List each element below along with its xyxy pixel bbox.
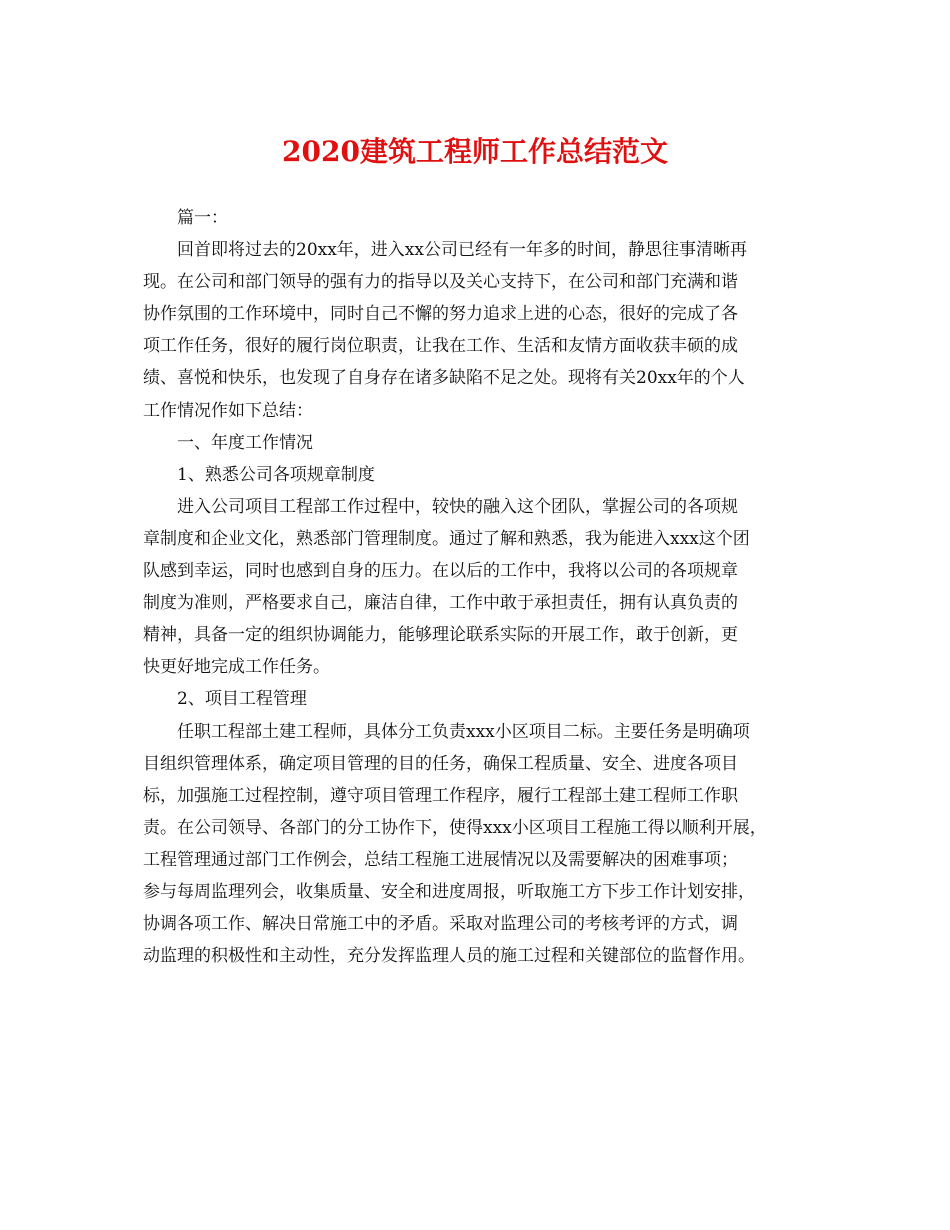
text-line: 动监理的积极性和主动性，充分发挥监理人员的施工过程和关键部位的监督作用。 — [143, 946, 755, 967]
text-line: 协调各项工作、解决日常施工中的矛盾。采取对监理公司的考核考评的方式，调 — [143, 914, 738, 935]
text-line: 协作氛围的工作环境中，同时自己不懈的努力追求上进的心态，很好的完成了各 — [143, 304, 738, 325]
text-line: 目组织管理体系，确定项目管理的目的任务，确保工程质量、安全、进度各项目 — [143, 753, 738, 774]
text-line: 回首即将过去的20xx年，进入xx公司已经有一年多的时间，静思往事清晰再 — [177, 240, 747, 261]
text-line: 现。在公司和部门领导的强有力的指导以及关心支持下，在公司和部门充满和谐 — [143, 272, 738, 293]
text-line: 章制度和企业文化，熟悉部门管理制度。通过了解和熟悉，我为能进入xxx这个团 — [143, 528, 750, 549]
text-line: 精神，具备一定的组织协调能力，能够理论联系实际的开展工作，敢于创新，更 — [143, 625, 738, 646]
text-line: 绩、喜悦和快乐，也发现了自身存在诸多缺陷不足之处。现将有关20xx年的个人 — [143, 368, 745, 389]
text-line: 工程管理通过部门工作例会，总结工程施工进展情况以及需要解决的困难事项； — [143, 849, 738, 870]
text-line: 2、项目工程管理 — [177, 689, 307, 710]
text-line: 项工作任务，很好的履行岗位职责，让我在工作、生活和友情方面收获丰硕的成 — [143, 336, 738, 357]
text-line: 任职工程部土建工程师，具体分工负责xxx小区项目二标。主要任务是明确项 — [177, 721, 750, 742]
text-line: 队感到幸运，同时也感到自身的压力。在以后的工作中，我将以公司的各项规章 — [143, 561, 738, 582]
text-line: 进入公司项目工程部工作过程中，较快的融入这个团队，掌握公司的各项规 — [177, 496, 738, 517]
document-body — [143, 202, 823, 972]
text-line: 一、年度工作情况 — [177, 432, 313, 453]
text-line: 标，加强施工过程控制，遵守项目管理工作程序，履行工程部土建工程师工作职 — [143, 785, 738, 806]
text-line: 参与每周监理列会，收集质量、安全和进度周报，听取施工方下步工作计划安排， — [143, 881, 755, 902]
text-line: 工作情况作如下总结： — [143, 400, 313, 421]
text-line: 责。在公司领导、各部门的分工协作下，使得xxx小区项目工程施工得以顺利开展， — [143, 817, 767, 838]
document-title: 2020建筑工程师工作总结范文 — [282, 135, 668, 168]
text-line: 快更好地完成工作任务。 — [143, 657, 330, 678]
text-line: 1、熟悉公司各项规章制度 — [177, 464, 375, 485]
text-line: 篇一： — [177, 208, 228, 228]
text-line: 制度为准则，严格要求自己，廉洁自律，工作中敢于承担责任，拥有认真负责的 — [143, 593, 738, 614]
